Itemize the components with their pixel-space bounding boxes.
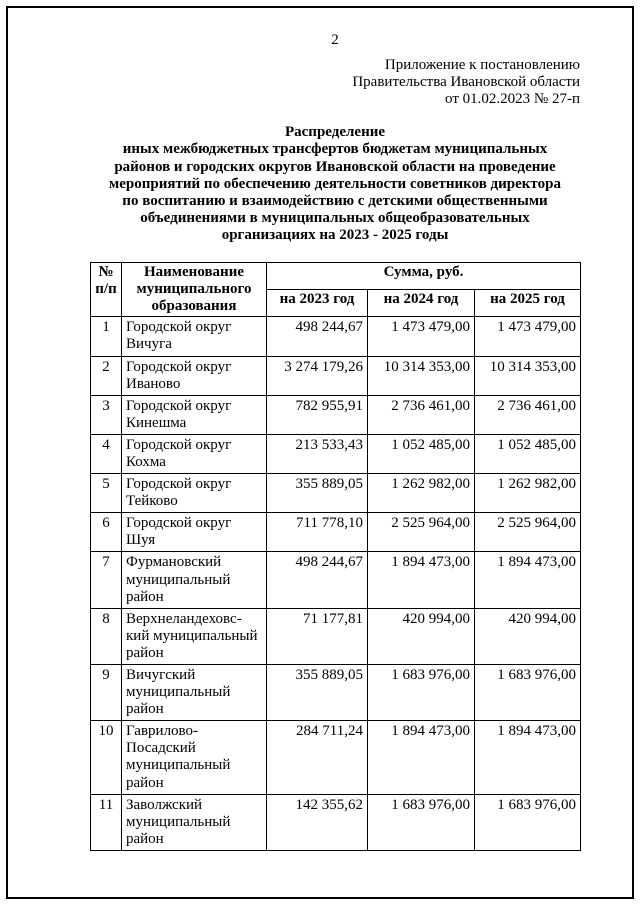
table-row: [91, 434, 581, 473]
cell-y2023: 782 955,91: [267, 395, 368, 434]
cell-y2025: 10 314 353,00: [475, 356, 581, 395]
header-name: Наименование муниципального образования: [122, 263, 267, 317]
cell-num: 3: [91, 395, 122, 434]
cell-name: Городской округ Кохма: [122, 434, 267, 473]
cell-name: Фурмановский муниципальный район: [122, 552, 267, 608]
cell-y2025: 1 683 976,00: [475, 794, 581, 850]
cell-y2024: 2 525 964,00: [368, 513, 475, 552]
header-num: № п/п: [91, 263, 122, 317]
cell-num: 7: [91, 552, 122, 608]
annex-block: [90, 57, 580, 108]
cell-y2024: 1 894 473,00: [368, 721, 475, 794]
annex-line: от 01.02.2023 № 27-п: [445, 91, 580, 108]
cell-y2023: 498 244,67: [267, 317, 368, 356]
cell-y2025: 1 473 479,00: [475, 317, 581, 356]
title-line: районов и городских округов Ивановской области на проведение: [114, 158, 556, 175]
header-year-2025: на 2025 год: [475, 290, 581, 317]
title-line: иных межбюджетных трансфертов бюджетам муниципальных: [122, 141, 548, 158]
title-line: Распределение: [284, 124, 386, 141]
cell-num: 2: [91, 356, 122, 395]
cell-y2023: 711 778,10: [267, 513, 368, 552]
table-row: [91, 356, 581, 395]
cell-y2025: 2 736 461,00: [475, 395, 581, 434]
table-row: [91, 317, 581, 356]
cell-y2024: 1 262 982,00: [368, 474, 475, 513]
doc-title: [66, 124, 604, 244]
table-row: [91, 608, 581, 664]
cell-y2023: 3 274 179,26: [267, 356, 368, 395]
table-row: [91, 721, 581, 794]
cell-name: Вичугский муниципальный район: [122, 665, 267, 721]
table-row: [91, 513, 581, 552]
cell-y2024: 1 683 976,00: [368, 665, 475, 721]
document-page: [6, 6, 634, 899]
cell-name: Гаврилово-Посадский муниципальный район: [122, 721, 267, 794]
title-line: объединениями в муниципальных общеобразовательных: [140, 209, 530, 226]
header-year-2023: на 2023 год: [267, 290, 368, 317]
cell-num: 5: [91, 474, 122, 513]
cell-y2023: 284 711,24: [267, 721, 368, 794]
table-row: [91, 665, 581, 721]
cell-y2025: 1 894 473,00: [475, 721, 581, 794]
header-year-2024: на 2024 год: [368, 290, 475, 317]
cell-num: 1: [91, 317, 122, 356]
cell-y2023: 355 889,05: [267, 474, 368, 513]
cell-name: Заволжский муниципальный район: [122, 794, 267, 850]
title-line: мероприятий по обеспечению деятельности советников директора: [109, 175, 561, 192]
cell-y2025: 1 052 485,00: [475, 434, 581, 473]
cell-num: 8: [91, 608, 122, 664]
table-row: [91, 794, 581, 850]
cell-y2023: 213 533,43: [267, 434, 368, 473]
cell-y2023: 142 355,62: [267, 794, 368, 850]
table-row: [91, 474, 581, 513]
cell-y2024: 1 473 479,00: [368, 317, 475, 356]
cell-name: Городской округ Иваново: [122, 356, 267, 395]
cell-name: Городской округ Кинешма: [122, 395, 267, 434]
cell-y2024: 1 052 485,00: [368, 434, 475, 473]
cell-y2025: 2 525 964,00: [475, 513, 581, 552]
cell-y2025: 1 894 473,00: [475, 552, 581, 608]
cell-y2024: 2 736 461,00: [368, 395, 475, 434]
title-line: по воспитанию и взаимодействию с детскими общественными: [122, 192, 548, 209]
table-body: [91, 317, 581, 851]
cell-y2025: 420 994,00: [475, 608, 581, 664]
table-row: [91, 395, 581, 434]
cell-y2025: 1 262 982,00: [475, 474, 581, 513]
cell-name: Городской округ Шуя: [122, 513, 267, 552]
cell-y2024: 420 994,00: [368, 608, 475, 664]
cell-num: 6: [91, 513, 122, 552]
cell-name: Городской округ Тейково: [122, 474, 267, 513]
cell-y2023: 498 244,67: [267, 552, 368, 608]
cell-y2023: 71 177,81: [267, 608, 368, 664]
page-number: 2: [331, 32, 339, 48]
cell-y2024: 10 314 353,00: [368, 356, 475, 395]
cell-y2024: 1 683 976,00: [368, 794, 475, 850]
cell-y2024: 1 894 473,00: [368, 552, 475, 608]
cell-num: 9: [91, 665, 122, 721]
cell-name: Верхнеландеховс-кий муниципальный район: [122, 608, 267, 664]
annex-line: Приложение к постановлению: [384, 57, 580, 74]
cell-y2023: 355 889,05: [267, 665, 368, 721]
cell-name: Городской округ Вичуга: [122, 317, 267, 356]
cell-y2025: 1 683 976,00: [475, 665, 581, 721]
cell-num: 4: [91, 434, 122, 473]
annex-line: Правительства Ивановской области: [352, 74, 580, 91]
title-line: организациях на 2023 - 2025 годы: [221, 226, 449, 243]
header-sum-group: Сумма, руб.: [267, 263, 581, 290]
table-row: [91, 552, 581, 608]
transfers-table: [90, 262, 581, 851]
cell-num: 11: [91, 794, 122, 850]
table-header: [91, 263, 581, 317]
cell-num: 10: [91, 721, 122, 794]
